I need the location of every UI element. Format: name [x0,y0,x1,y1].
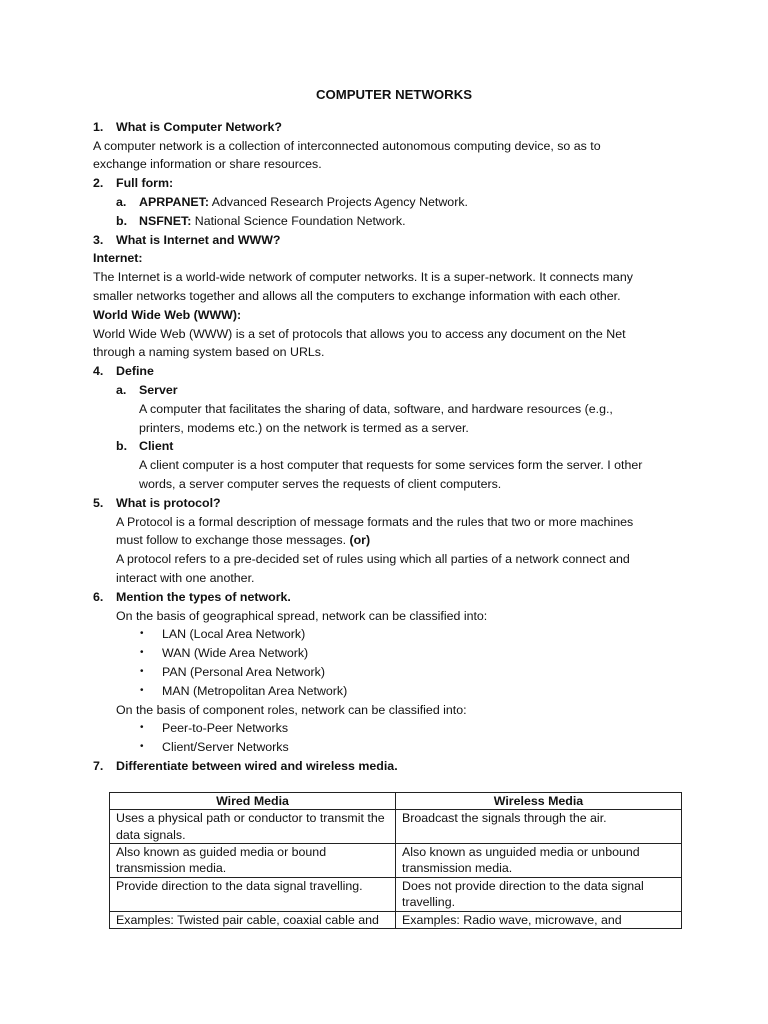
table-cell: Broadcast the signals through the air. [396,810,682,844]
www-text-line: World Wide Web (WWW) is a set of protocols that allows you to access any document on the Net [93,326,626,341]
q7-heading: Differentiate between wired and wireless media. [116,758,398,773]
table-cell: Also known as guided media or bound transmission media. [110,843,396,877]
table-row [110,810,682,844]
table-header: Wired Media [110,792,396,809]
q7-heading-line [93,757,683,776]
client-letter: b. [116,439,128,454]
bullet-icon: • [140,684,144,696]
q2-item-nsfnet [93,212,683,231]
list-item-text: Peer-to-Peer Networks [162,721,289,736]
protocol-text-line: A protocol refers to a pre-decided set of rules using which all parties of a network connect and [116,552,630,567]
bullet-icon: • [140,647,144,659]
q2-heading: Full form: [116,176,174,191]
media-comparison-table [109,792,682,929]
list-item-text: MAN (Metropolitan Area Network) [162,683,348,698]
table-cell: Examples: Twisted pair cable, coaxial cable and [110,911,396,928]
q5-heading: What is protocol? [116,495,221,510]
list-item-text: LAN (Local Area Network) [162,627,306,642]
client-text-line: A client computer is a host computer that requests for some services form the server. I other [139,458,643,473]
q1-number: 1. [93,119,104,134]
q2-item-text: National Science Foundation Network. [191,213,406,228]
table-cell: Does not provide direction to the data signal travelling. [396,877,682,911]
q4-number: 4. [93,364,104,379]
roles-intro: On the basis of component roles, network can be classified into: [116,702,467,717]
q6-heading-line [93,588,683,607]
q4-heading: Define [116,364,154,379]
q2-item-text: Advanced Research Projects Agency Network. [209,194,468,209]
table-header: Wireless Media [396,792,682,809]
geo-intro: On the basis of geographical spread, network can be classified into: [116,608,488,623]
q1-text-line: A computer network is a collection of interconnected autonomous computing device, so as to [93,138,601,153]
www-label: World Wide Web (WWW): [93,307,242,322]
q4-heading-line [93,362,683,381]
document-body [93,86,683,929]
protocol-text-line: A Protocol is a formal description of message formats and the rules that two or more machines [116,514,634,529]
client-text-line: words, a server computer serves the requests of client computers. [139,476,502,491]
list-item [93,738,683,757]
protocol-text: must follow to exchange those messages. [116,533,350,548]
table-row [110,877,682,911]
document-title: COMPUTER NETWORKS [315,87,473,102]
bullet-icon: • [140,722,144,734]
list-item [93,682,683,701]
server-heading-line [93,381,683,400]
q7-number: 7. [93,758,104,773]
or-label: (or) [349,533,371,548]
server-text-line: A computer that facilitates the sharing of data, software, and hardware resources (e.g., [139,401,613,416]
q2-heading-line [93,174,683,193]
q6-number: 6. [93,589,104,604]
internet-text-line: smaller networks together and allows all the computers to exchange information with each other. [93,288,621,303]
protocol-text-line: interact with one another. [116,570,255,585]
q2-item-term: APRPANET: [139,194,209,209]
list-item [93,663,683,682]
client-term: Client [139,439,174,454]
server-letter: a. [116,382,127,397]
server-term: Server [139,382,178,397]
q2-item-letter: b. [116,213,128,228]
q2-item-arpanet [93,193,683,212]
table-cell: Examples: Radio wave, microwave, and [396,911,682,928]
table-header-row [110,792,682,809]
list-item [93,719,683,738]
table-row [110,843,682,877]
list-item [93,644,683,663]
internet-text-line: The Internet is a world-wide network of computer networks. It is a super-network. It connects many [93,270,633,285]
table-cell: Provide direction to the data signal travelling. [110,877,396,911]
bullet-icon: • [140,628,144,640]
internet-label: Internet: [93,251,143,266]
www-text-line: through a naming system based on URLs. [93,345,325,360]
q1-heading-line [93,118,683,137]
q2-item-letter: a. [116,194,127,209]
bullet-icon: • [140,741,144,753]
q1-text-line: exchange information or share resources. [93,157,322,172]
list-item-text: Client/Server Networks [162,740,289,755]
list-item-text: PAN (Personal Area Network) [162,664,325,679]
table-row [110,911,682,928]
q2-number: 2. [93,176,104,191]
q2-item-term: NSFNET: [139,213,192,228]
bullet-icon: • [140,665,144,677]
client-heading-line [93,437,683,456]
q3-heading: What is Internet and WWW? [116,232,281,247]
q1-heading: What is Computer Network? [116,119,282,134]
table-cell: Uses a physical path or conductor to transmit the data signals. [110,810,396,844]
q3-heading-line [93,231,683,250]
table-cell: Also known as unguided media or unbound transmission media. [396,843,682,877]
list-item [93,625,683,644]
q5-heading-line [93,494,683,513]
protocol-text-line [93,531,683,550]
spacer [93,776,683,792]
q3-number: 3. [93,232,104,247]
server-text-line: printers, modems etc.) on the network is termed as a server. [139,420,469,435]
q6-heading: Mention the types of network. [116,589,291,604]
list-item-text: WAN (Wide Area Network) [162,646,309,661]
q5-number: 5. [93,495,104,510]
